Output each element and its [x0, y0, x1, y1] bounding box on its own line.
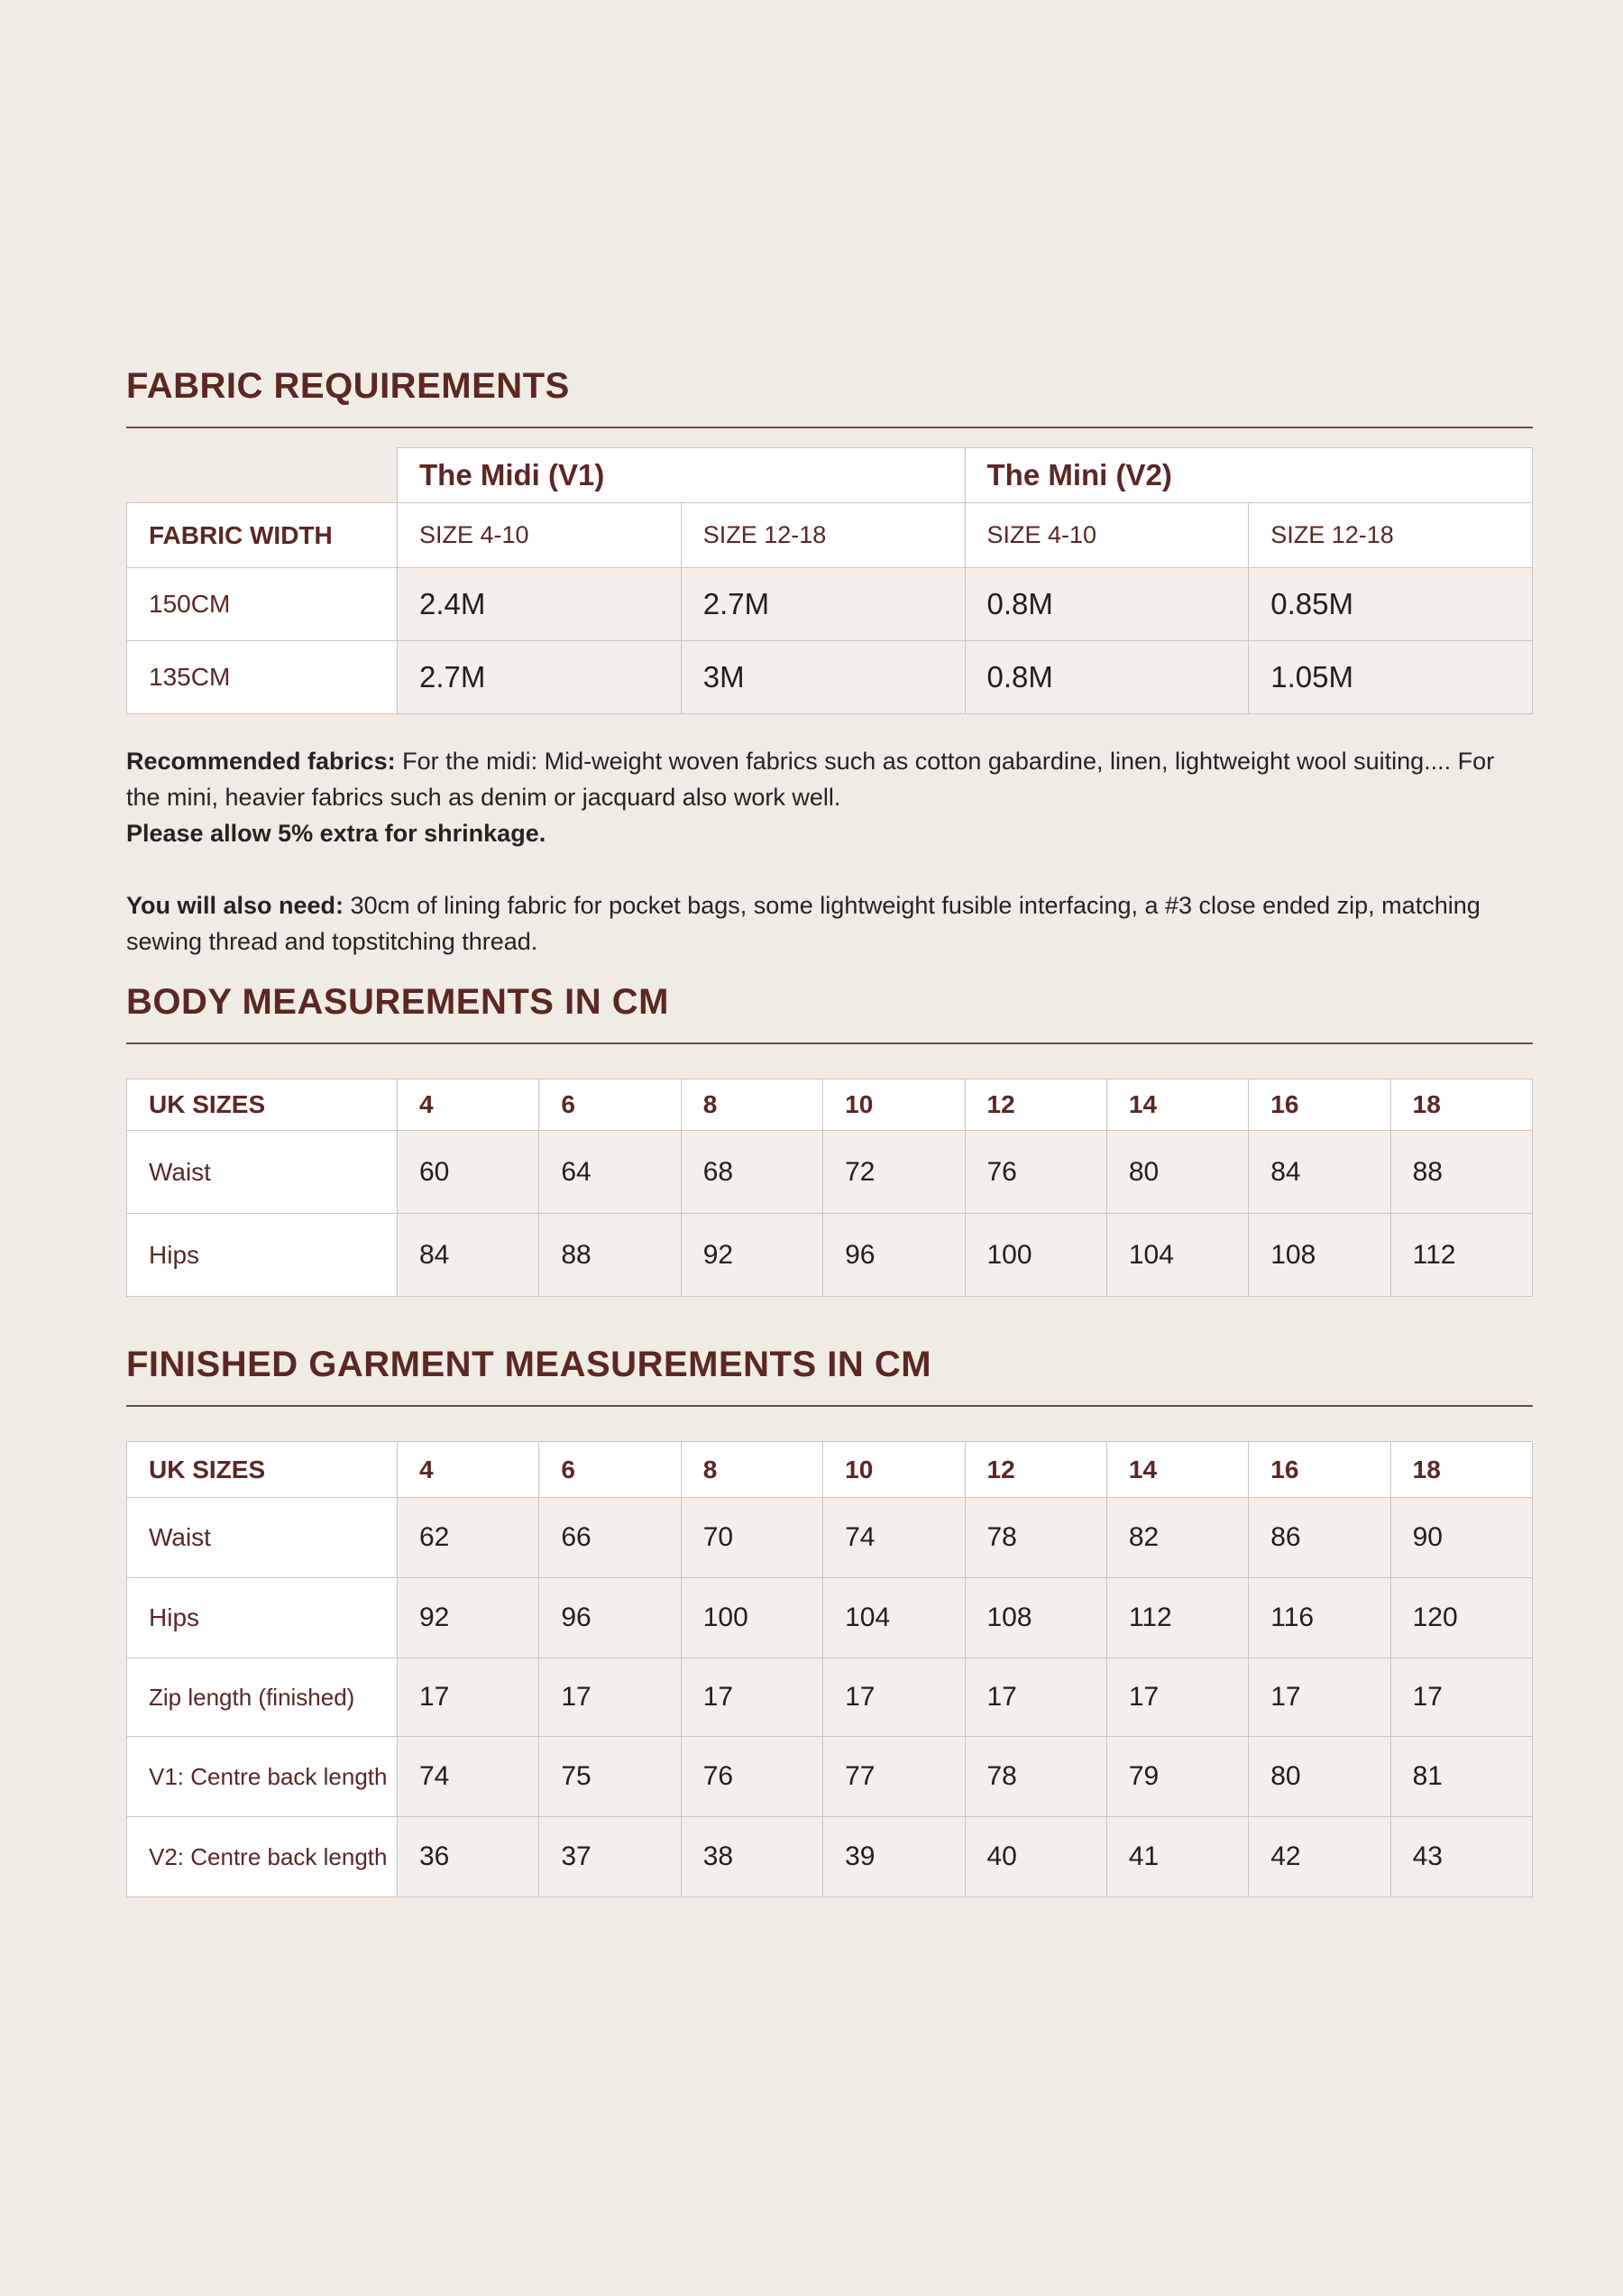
cell-value: 74	[398, 1737, 539, 1817]
cell-value: 104	[823, 1578, 965, 1658]
cell-value: 80	[1106, 1131, 1248, 1214]
column-header-size: 4	[398, 1442, 539, 1498]
cell-value: 17	[1390, 1658, 1532, 1737]
cell-value: 2.7M	[681, 568, 965, 641]
cell-value: 84	[398, 1214, 539, 1297]
column-header-mini-size-4-10: SIZE 4-10	[965, 503, 1249, 568]
cell-value: 84	[1249, 1131, 1390, 1214]
table-row-v2-centre-back-length	[127, 1817, 1533, 1897]
cell-value: 77	[823, 1737, 965, 1817]
fabric-requirements-table	[126, 447, 1533, 714]
cell-value: 96	[539, 1578, 681, 1658]
column-header-size: 10	[823, 1442, 965, 1498]
cell-value: 17	[1249, 1658, 1390, 1737]
column-header-size: 12	[965, 1079, 1106, 1131]
cell-value: 17	[681, 1658, 822, 1737]
table-row-135cm	[127, 641, 1533, 714]
row-label: V1: Centre back length	[127, 1737, 398, 1817]
cell-value: 108	[965, 1578, 1106, 1658]
finished-garment-measurements-table	[126, 1441, 1533, 1897]
column-header-size: 16	[1249, 1442, 1390, 1498]
column-header-size: 8	[681, 1079, 822, 1131]
column-header-uk-sizes: UK SIZES	[127, 1079, 398, 1131]
fabric-requirements-title: FABRIC REQUIREMENTS	[126, 366, 570, 406]
cell-value: 2.7M	[398, 641, 682, 714]
cell-value: 80	[1249, 1737, 1390, 1817]
cell-value: 39	[823, 1817, 965, 1897]
column-header-midi-size-12-18: SIZE 12-18	[681, 503, 965, 568]
column-header-size: 18	[1390, 1079, 1532, 1131]
cell-value: 112	[1106, 1578, 1248, 1658]
cell-value: 17	[823, 1658, 965, 1737]
recommended-fabrics-note	[126, 743, 1533, 815]
cell-value: 88	[539, 1214, 681, 1297]
column-header-midi-size-4-10: SIZE 4-10	[398, 503, 682, 568]
cell-value: 100	[965, 1214, 1106, 1297]
column-header-size: 14	[1106, 1442, 1248, 1498]
column-header-mini-size-12-18: SIZE 12-18	[1249, 503, 1533, 568]
finished-garment-measurements-title: FINISHED GARMENT MEASUREMENTS IN CM	[126, 1345, 932, 1384]
column-header-fabric-width: FABRIC WIDTH	[127, 503, 398, 568]
cell-value: 0.85M	[1249, 568, 1533, 641]
cell-value: 116	[1249, 1578, 1390, 1658]
column-header-size: 16	[1249, 1079, 1390, 1131]
cell-value: 100	[681, 1578, 822, 1658]
cell-value: 3M	[681, 641, 965, 714]
section-divider	[126, 1042, 1533, 1044]
document-page	[126, 365, 1533, 1897]
cell-value: 43	[1390, 1817, 1532, 1897]
cell-value: 2.4M	[398, 568, 682, 641]
cell-value: 74	[823, 1498, 965, 1578]
cell-value: 68	[681, 1131, 822, 1214]
shrinkage-text: Please allow 5% extra for shrinkage.	[126, 820, 546, 847]
cell-value: 40	[965, 1817, 1106, 1897]
column-header-size: 8	[681, 1442, 822, 1498]
column-header-size: 4	[398, 1079, 539, 1131]
cell-value: 62	[398, 1498, 539, 1578]
column-header-size: 14	[1106, 1079, 1248, 1131]
cell-value: 96	[823, 1214, 965, 1297]
table-row-waist	[127, 1498, 1533, 1578]
cell-value: 78	[965, 1737, 1106, 1817]
cell-value: 17	[965, 1658, 1106, 1737]
table-row-hips	[127, 1578, 1533, 1658]
you-will-also-need-note	[126, 887, 1533, 960]
cell-value: 0.8M	[965, 568, 1249, 641]
cell-value: 0.8M	[965, 641, 1249, 714]
column-header-uk-sizes: UK SIZES	[127, 1442, 398, 1498]
table-row-150cm	[127, 568, 1533, 641]
cell-value: 38	[681, 1817, 822, 1897]
row-label: Waist	[127, 1131, 398, 1214]
cell-value: 82	[1106, 1498, 1248, 1578]
cell-value: 92	[398, 1578, 539, 1658]
cell-value: 76	[965, 1131, 1106, 1214]
cell-value: 37	[539, 1817, 681, 1897]
body-measurements-table	[126, 1079, 1533, 1297]
cell-value: 79	[1106, 1737, 1248, 1817]
row-label: Zip length (finished)	[127, 1658, 398, 1737]
you-will-also-need-label: You will also need:	[126, 892, 344, 919]
cell-value: 76	[681, 1737, 822, 1817]
cell-value: 120	[1390, 1578, 1532, 1658]
cell-value: 92	[681, 1214, 822, 1297]
cell-value: 104	[1106, 1214, 1248, 1297]
body-measurements-title: BODY MEASUREMENTS IN CM	[126, 982, 669, 1022]
column-header-size: 10	[823, 1079, 965, 1131]
cell-value: 41	[1106, 1817, 1248, 1897]
fabric-notes	[126, 743, 1533, 960]
cell-value: 60	[398, 1131, 539, 1214]
row-label: V2: Centre back length	[127, 1817, 398, 1897]
cell-value: 72	[823, 1131, 965, 1214]
you-will-also-need-text: 30cm of lining fabric for pocket bags, some lightweight fusible interfacing, a #3 close ended zip, matching sewing thread and topstitching thread.	[126, 892, 1481, 955]
cell-value: 36	[398, 1817, 539, 1897]
cell-value: 88	[1390, 1131, 1532, 1214]
empty-corner-cell	[127, 448, 398, 503]
table-row-hips	[127, 1214, 1533, 1297]
recommended-fabrics-label: Recommended fabrics:	[126, 748, 396, 775]
section-divider	[126, 1405, 1533, 1407]
cell-value: 81	[1390, 1737, 1532, 1817]
recommended-fabrics-text: For the midi: Mid-weight woven fabrics such as cotton gabardine, linen, lightweight wool suiting.... For the mini, heavier fabrics such as denim or jacquard also work well.	[126, 748, 1495, 811]
column-header-size: 12	[965, 1442, 1106, 1498]
cell-value: 1.05M	[1249, 641, 1533, 714]
cell-value: 17	[398, 1658, 539, 1737]
cell-value: 108	[1249, 1214, 1390, 1297]
cell-value: 90	[1390, 1498, 1532, 1578]
cell-value: 78	[965, 1498, 1106, 1578]
row-label: Waist	[127, 1498, 398, 1578]
cell-value: 17	[539, 1658, 681, 1737]
table-row-v1-centre-back-length	[127, 1737, 1533, 1817]
cell-value: 70	[681, 1498, 822, 1578]
group-header-mini: The Mini (V2)	[965, 448, 1533, 503]
cell-value: 112	[1390, 1214, 1532, 1297]
row-label: 135CM	[127, 641, 398, 714]
row-label: 150CM	[127, 568, 398, 641]
cell-value: 42	[1249, 1817, 1390, 1897]
column-header-size: 6	[539, 1079, 681, 1131]
section-divider	[126, 427, 1533, 428]
table-row-zip-length	[127, 1658, 1533, 1737]
cell-value: 17	[1106, 1658, 1248, 1737]
column-header-size: 6	[539, 1442, 681, 1498]
cell-value: 66	[539, 1498, 681, 1578]
row-label: Hips	[127, 1578, 398, 1658]
cell-value: 75	[539, 1737, 681, 1817]
column-header-size: 18	[1390, 1442, 1532, 1498]
shrinkage-note	[126, 815, 1533, 851]
group-header-midi: The Midi (V1)	[398, 448, 966, 503]
cell-value: 64	[539, 1131, 681, 1214]
table-row-waist	[127, 1131, 1533, 1214]
row-label: Hips	[127, 1214, 398, 1297]
cell-value: 86	[1249, 1498, 1390, 1578]
